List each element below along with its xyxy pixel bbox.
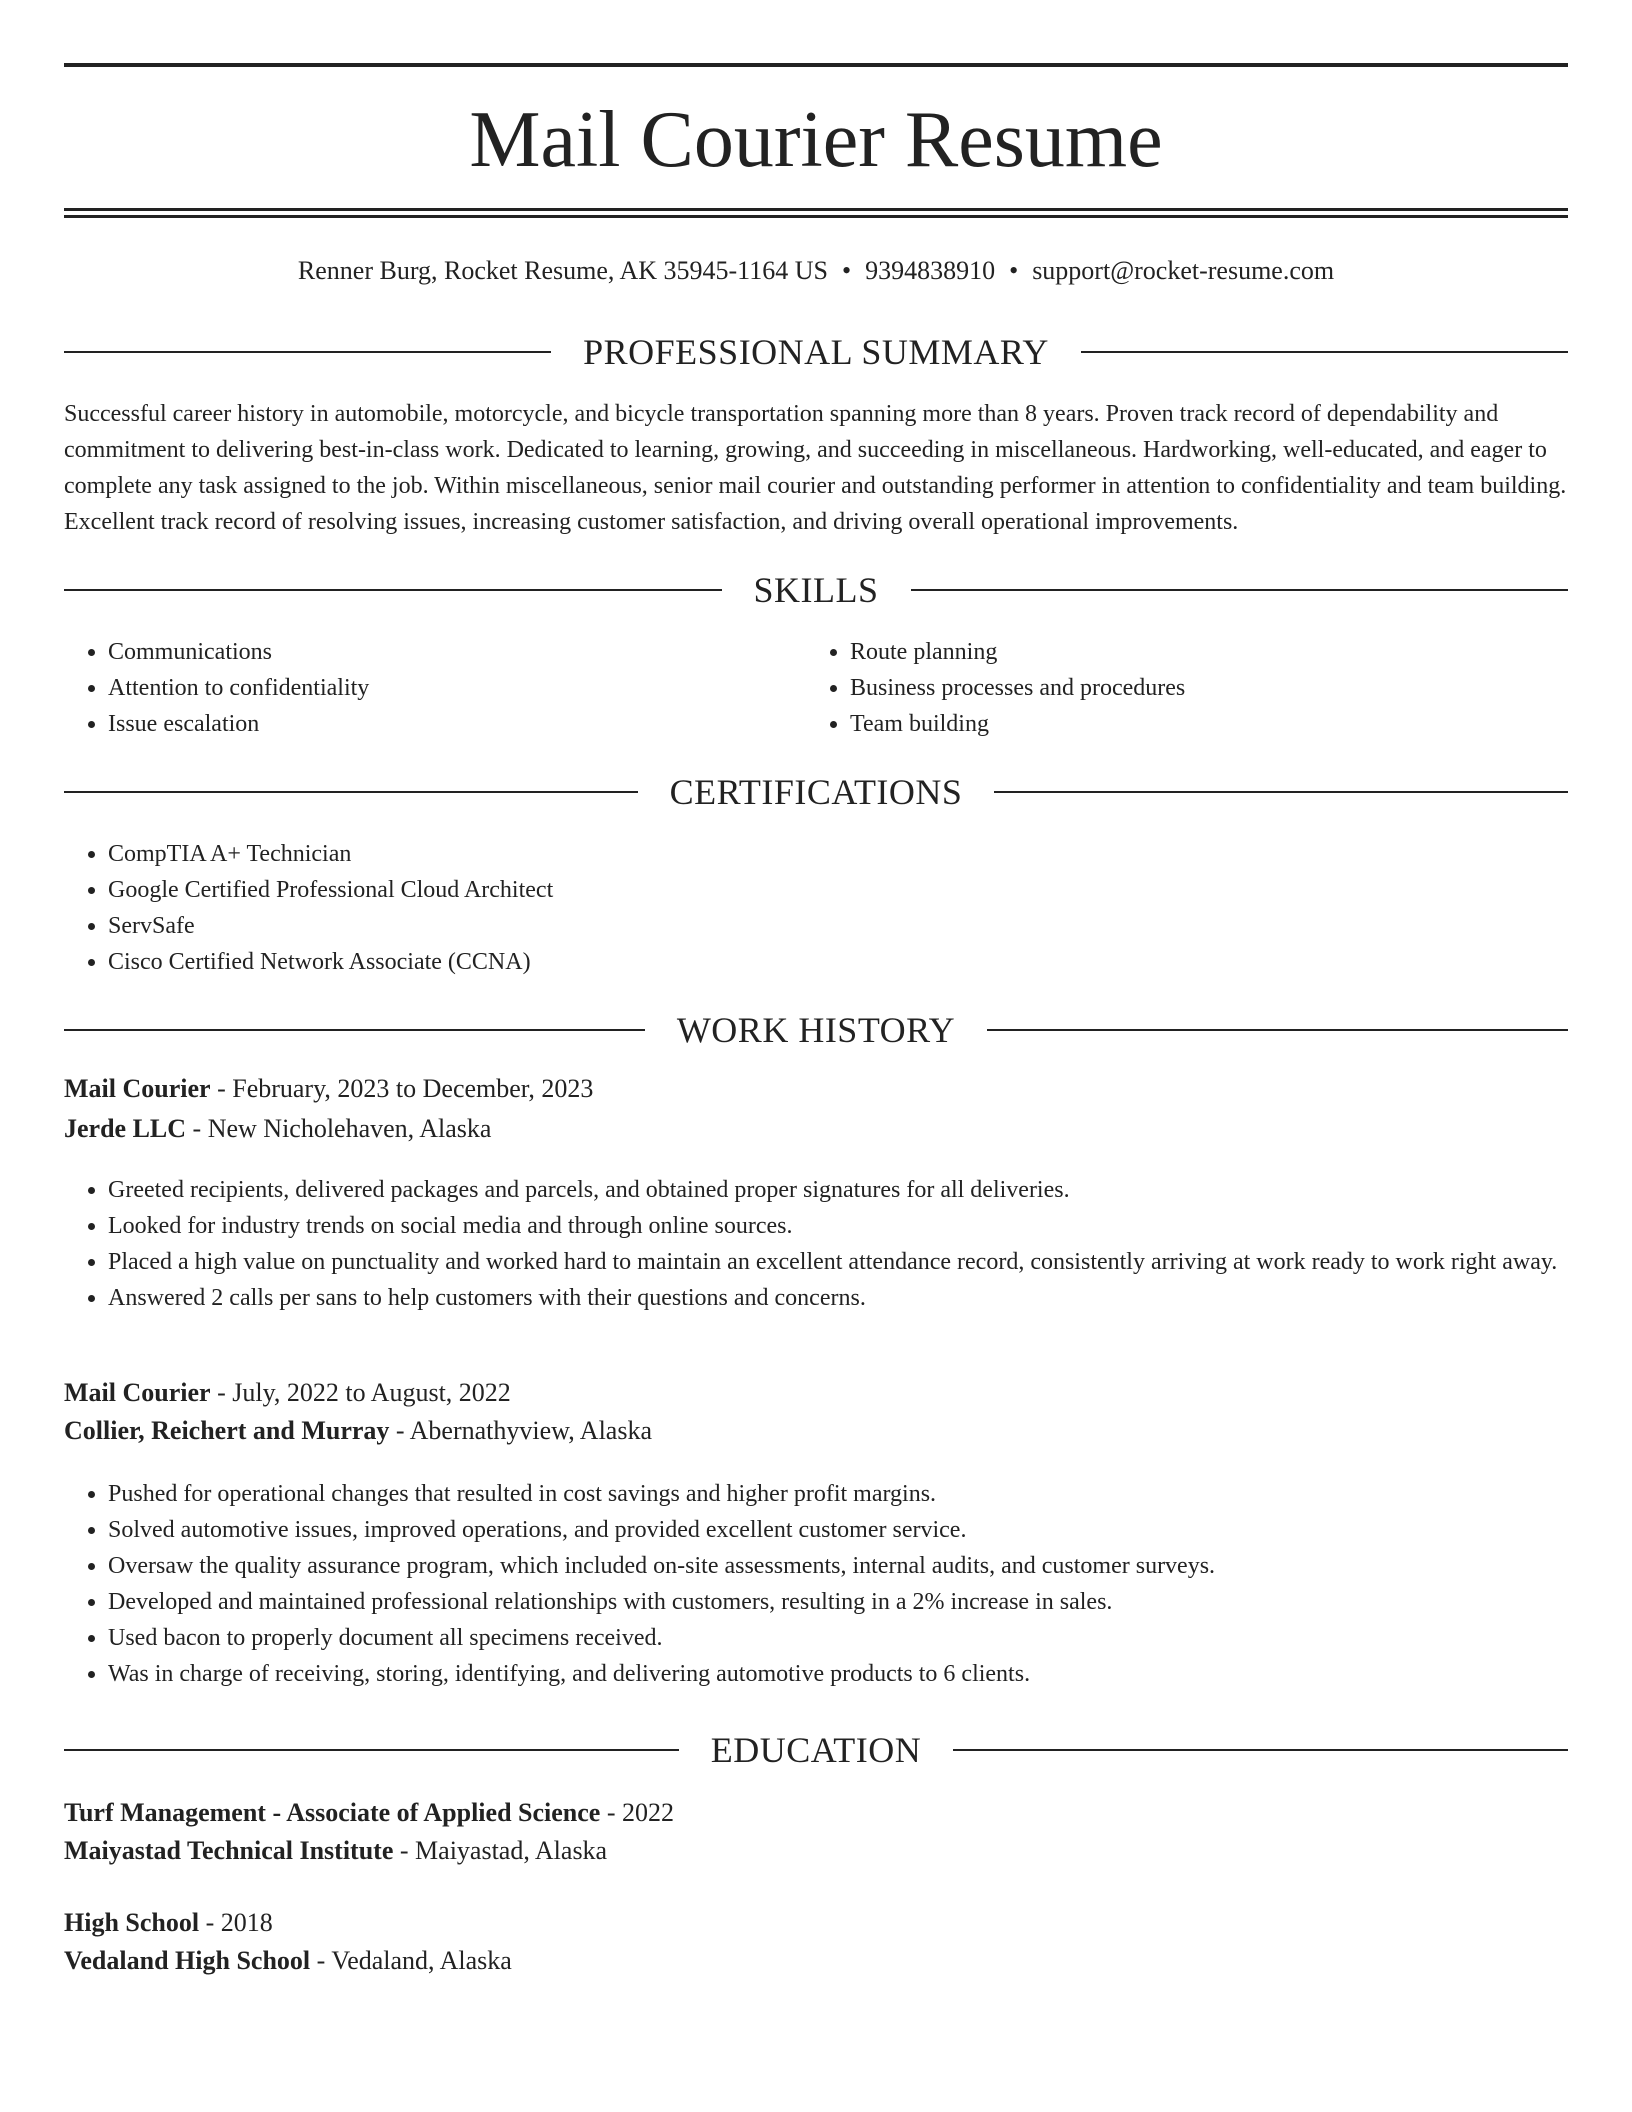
job-bullets — [64, 1172, 1612, 1316]
certifications-heading-label: CERTIFICATIONS — [669, 772, 963, 812]
education-year: - 2018 — [199, 1908, 273, 1937]
heading-rule — [953, 1749, 1568, 1751]
summary-heading — [64, 330, 1568, 374]
heading-rule — [1081, 351, 1568, 353]
job-title-line — [64, 1070, 1568, 1108]
job-company-line — [64, 1412, 1568, 1450]
job-location: - Abernathyview, Alaska — [389, 1416, 652, 1445]
contact-email: support@rocket-resume.com — [1032, 256, 1335, 285]
skill-item: • Business processes and procedures — [850, 670, 1550, 706]
job-bullet: • Answered 2 calls per sans to help customers with their questions and concerns. — [108, 1280, 1612, 1316]
heading-rule — [64, 351, 551, 353]
job-title: Mail Courier — [64, 1378, 211, 1407]
contact-address: Renner Burg, Rocket Resume, AK 35945-1164 US — [297, 256, 828, 285]
contact-separator: • — [841, 256, 852, 285]
contact-line — [64, 254, 1568, 288]
skill-item: • Team building — [850, 706, 1550, 742]
certifications-list — [64, 836, 1548, 980]
job-location: - New Nicholehaven, Alaska — [186, 1114, 492, 1143]
certifications-heading — [64, 770, 1568, 814]
skill-item: • Attention to confidentiality — [108, 670, 798, 706]
education-school: Maiyastad Technical Institute — [64, 1836, 394, 1865]
skills-list-right — [806, 634, 1550, 742]
skill-item: • Issue escalation — [108, 706, 798, 742]
education-school: Vedaland High School — [64, 1946, 311, 1975]
job-company: Jerde LLC — [64, 1114, 187, 1143]
skills-list-left — [64, 634, 798, 742]
heading-rule — [987, 1029, 1568, 1031]
job-bullet: • Greeted recipients, delivered packages and parcels, and obtained proper signatures for all deliveries. — [108, 1172, 1612, 1208]
job-bullet: • Solved automotive issues, improved operations, and provided excellent customer service. — [108, 1512, 1612, 1548]
heading-rule — [64, 589, 722, 591]
certification-item: • ServSafe — [108, 908, 1548, 944]
education-degree-line — [64, 1794, 1568, 1832]
education-heading — [64, 1728, 1568, 1772]
heading-rule — [911, 589, 1569, 591]
certification-item: • CompTIA A+ Technician — [108, 836, 1548, 872]
work-history-heading-label: WORK HISTORY — [676, 1010, 956, 1050]
certification-item: • Cisco Certified Network Associate (CCNA) — [108, 944, 1548, 980]
summary-heading-label: PROFESSIONAL SUMMARY — [583, 332, 1049, 372]
education-degree: High School — [64, 1908, 200, 1937]
job-title: Mail Courier — [64, 1074, 211, 1103]
summary-text: Successful career history in automobile, motorcycle, and bicycle transportation spanning more than 8 years. Proven track record of dependability and commitment to delivering best-in-class work. Dedicated to learning, growing, and succeeding in miscellaneous. Hardworking, well-educated, and eager to complete any task assigned to the job. Within miscellaneous, senior mail courier and outstanding performer in attention to confidentiality and team building. Excellent track record of resolving issues, increasing customer satisfaction, and driving overall operational improvements. — [64, 401, 1567, 535]
skills-heading — [64, 568, 1568, 612]
skill-item: • Communications — [108, 634, 798, 670]
job-bullet: • Placed a high value on punctuality and worked hard to maintain an excellent attendance record, consistently arriving at work ready to work right away. — [108, 1244, 1612, 1280]
title-bottom-rule — [64, 208, 1568, 218]
job-bullet: • Pushed for operational changes that resulted in cost savings and higher profit margins. — [108, 1476, 1612, 1512]
work-history-heading — [64, 1008, 1568, 1052]
heading-rule — [64, 791, 638, 793]
job-dates: - February, 2023 to December, 2023 — [210, 1074, 594, 1103]
job-bullet: • Oversaw the quality assurance program, which included on-site assessments, internal audits, and customer surveys. — [108, 1548, 1612, 1584]
job-bullet: • Developed and maintained professional relationships with customers, resulting in a 2% increase in sales. — [108, 1584, 1612, 1620]
contact-separator: • — [1009, 256, 1019, 285]
education-school-line — [64, 1942, 1568, 1980]
education-school-line — [64, 1832, 1568, 1870]
skill-item: • Route planning — [850, 634, 1550, 670]
job-company: Collier, Reichert and Murray — [64, 1416, 390, 1445]
job-bullet: • Used bacon to properly document all specimens received. — [108, 1620, 1612, 1656]
heading-rule — [994, 791, 1568, 793]
certification-item: • Google Certified Professional Cloud Architect — [108, 872, 1548, 908]
education-year: - 2022 — [600, 1798, 675, 1827]
job-title-line — [64, 1374, 1568, 1412]
contact-phone: 9394838910 — [865, 256, 996, 285]
job-company-line — [64, 1110, 1568, 1148]
education-location: - Vedaland, Alaska — [310, 1946, 512, 1975]
skills-heading-label: SKILLS — [753, 570, 879, 610]
title-top-rule — [64, 63, 1568, 67]
education-location: - Maiyastad, Alaska — [393, 1836, 608, 1865]
education-heading-label: EDUCATION — [710, 1730, 922, 1770]
job-bullet: • Was in charge of receiving, storing, identifying, and delivering automotive products to 6 clients. — [108, 1656, 1612, 1692]
job-dates: - July, 2022 to August, 2022 — [210, 1378, 511, 1407]
education-degree-line — [64, 1904, 1568, 1942]
education-degree: Turf Management - Associate of Applied Science — [64, 1798, 601, 1827]
job-bullet: • Looked for industry trends on social media and through online sources. — [108, 1208, 1612, 1244]
heading-rule — [64, 1029, 645, 1031]
heading-rule — [64, 1749, 679, 1751]
resume-title: Mail Courier Resume — [469, 96, 1163, 184]
job-bullets — [64, 1476, 1612, 1692]
